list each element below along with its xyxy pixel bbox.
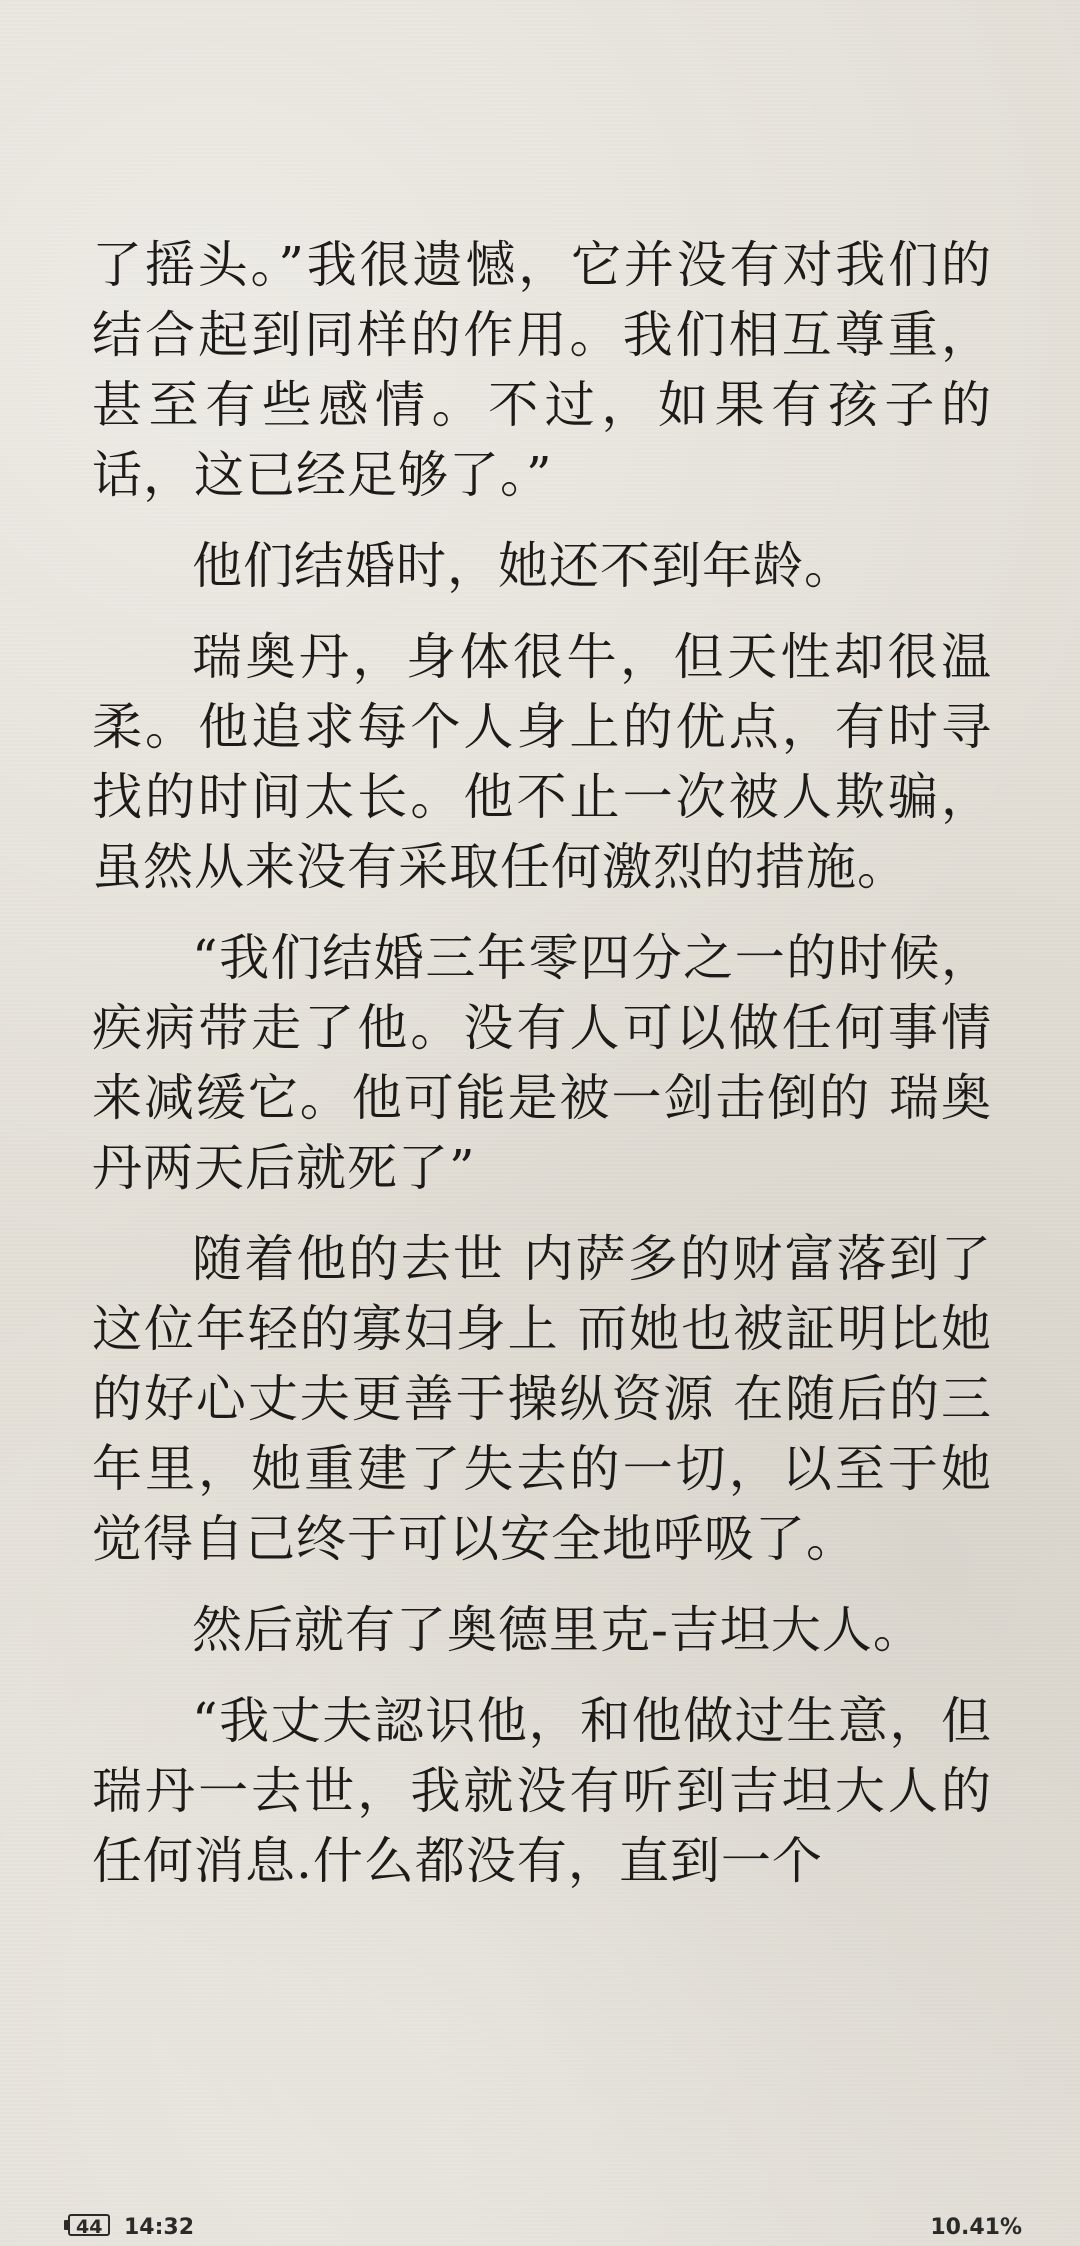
paragraph: 瑞奥丹，身体很牛，但天性却很温柔。他追求每个人身上的优点，有时寻找的时间太长。他不止一次被人欺骗，虽然从来没有采取任何激烈的措施。 — [92, 628, 992, 896]
clock-time: 14:32 — [124, 2215, 195, 2240]
battery-level: 44 — [68, 2214, 110, 2236]
paragraph: 他们结婚时，她还不到年龄。 — [192, 537, 855, 595]
reading-progress: 10.41% — [930, 2215, 1022, 2240]
paragraph: 随着他的去世 内萨多的财富落到了这位年轻的寡妇身上 而她也被証明比她的好心丈夫更善于操纵资源 在随后的三年里，她重建了失去的一切，以至于她觉得自己终于可以安全地呼吸了。 — [92, 1230, 992, 1568]
reader-status-bar — [0, 2208, 1080, 2246]
paragraph: 然后就有了奥德里克-吉坦大人。 — [192, 1601, 924, 1659]
book-page-text[interactable] — [92, 230, 992, 1917]
paragraph: 了摇头。”我很遗憾，它并没有对我们的结合起到同样的作用。我们相互尊重，甚至有些感情。不过，如果有孩子的话，这已经足够了。” — [92, 236, 992, 504]
paragraph: “我们结婚三年零四分之一的时候，疾病带走了他。没有人可以做任何事情来减缓它。他可能是被一剑击倒的 瑞奥丹两天后就死了” — [92, 929, 992, 1197]
battery-icon — [64, 2214, 110, 2236]
paragraph: “我丈夫認识他，和他做过生意，但瑞丹一去世，我就没有听到吉坦大人的任何消息.什么都没有，直到一个 — [92, 1692, 992, 1890]
